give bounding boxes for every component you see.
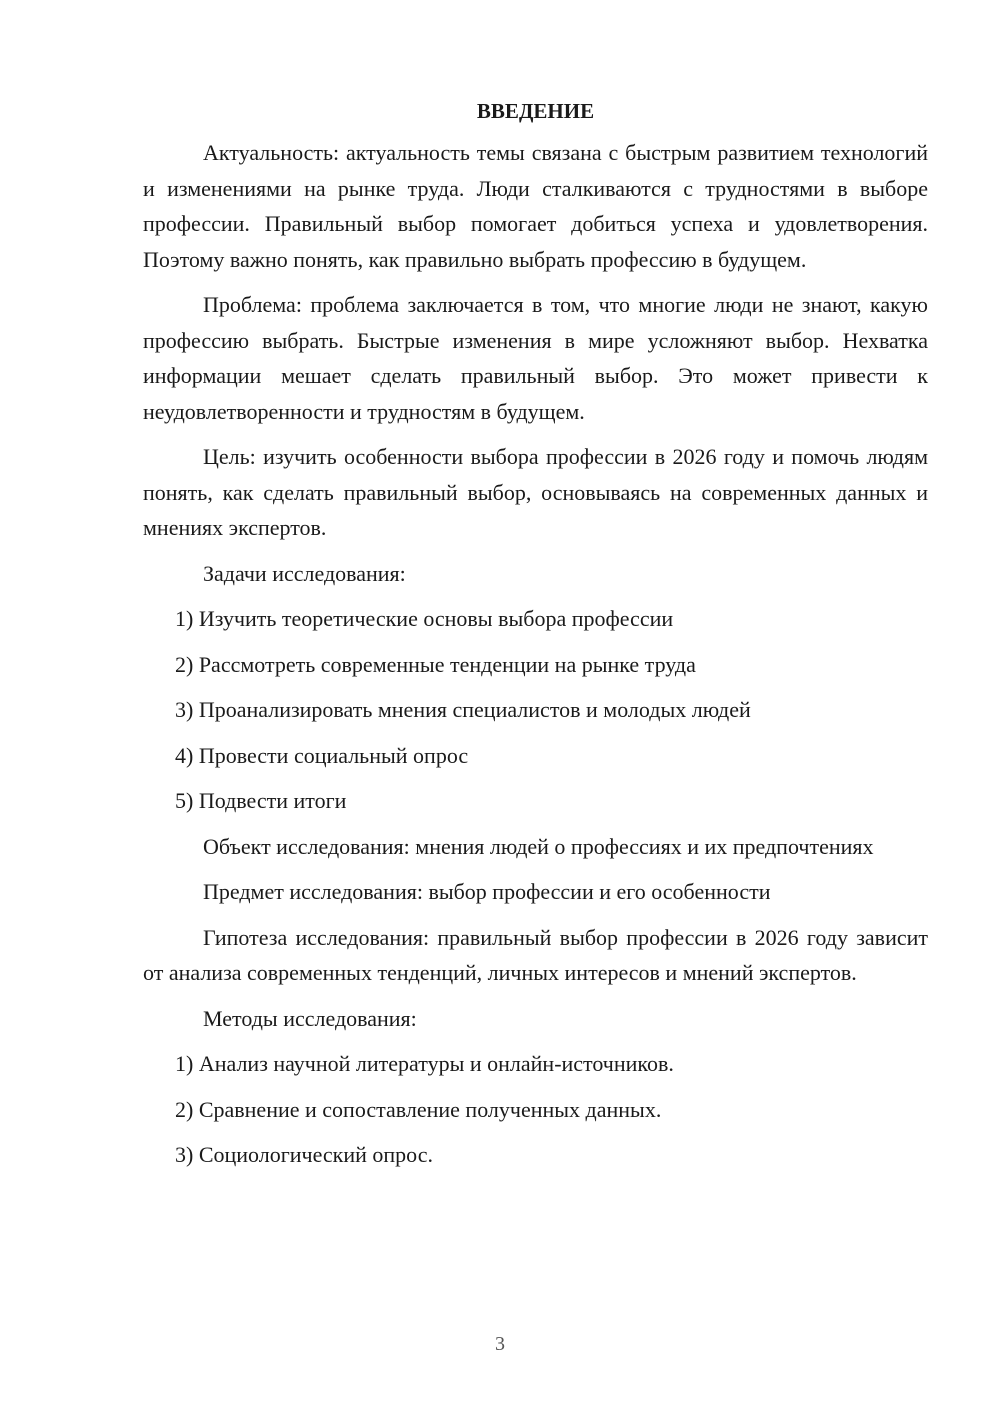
page-content [143,94,928,1183]
problem-paragraph: Проблема: проблема заключается в том, что многие люди не знают, какую профессию выбрать. Быстрые изменения в мире усложняют выбор. Нехватка информации мешает сделать правильный выбор. Это может привести к неудовлетворенности и трудностям в будущем. [143,292,928,424]
goal-paragraph: Цель: изучить особенности выбора профессии в 2026 году и помочь людям понять, как сделать правильный выбор, основываясь на современных данных и мнениях экспертов. [143,444,928,540]
tasks-list [143,601,928,819]
object-paragraph: Объект исследования: мнения людей о профессиях и их предпочтениях [203,833,874,859]
hypothesis-paragraph: Гипотеза исследования: правильный выбор профессии в 2026 году зависит от анализа современных тенденций, личных интересов и мнений экспертов. [143,924,928,985]
list-item: 1) Анализ научной литературы и онлайн-источников. [175,1051,674,1076]
list-item: 2) Рассмотреть современные тенденции на рынке труда [175,651,696,677]
page-number: 3 [495,1333,505,1355]
section-title: ВВЕДЕНИЕ [476,99,595,123]
list-item: 3) Проанализировать мнения специалистов и молодых людей [175,697,751,722]
list-item: 5) Подвести итоги [175,788,347,813]
list-item: 2) Сравнение и сопоставление полученных данных. [175,1096,662,1122]
relevance-paragraph: Актуальность: актуальность темы связана с быстрым развитием технологий и изменениями на рынке труда. Люди сталкиваются с трудностями в выборе профессии. Правильный выбор помогает добиться успеха и удовлетворения. Поэтому важно понять, как правильно выбрать профессию в будущем. [143,140,928,272]
methods-list [143,1046,928,1173]
list-item: 4) Провести социальный опрос [175,742,469,768]
methods-heading: Методы исследования: [203,1005,417,1031]
list-item: 1) Изучить теоретические основы выбора профессии [175,606,674,631]
tasks-heading: Задачи исследования: [203,560,406,586]
subject-paragraph: Предмет исследования: выбор профессии и его особенности [203,879,771,904]
list-item: 3) Социологический опрос. [175,1142,433,1167]
